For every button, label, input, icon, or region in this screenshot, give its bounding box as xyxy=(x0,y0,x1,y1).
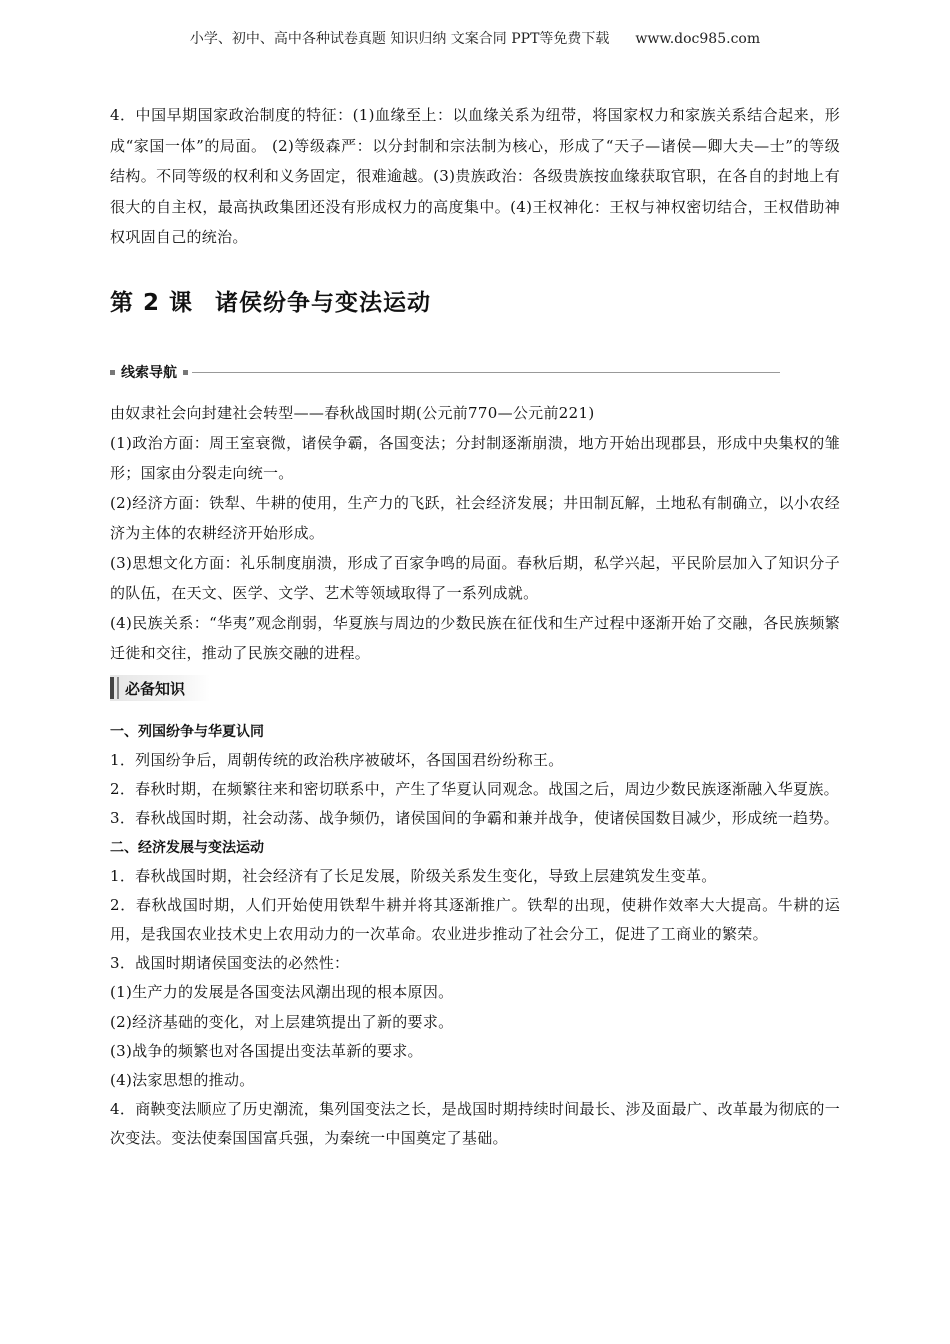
list-item: 4．商鞅变法顺应了历史潮流，集列国变法之长，是战国时期持续时间最长、涉及面最广、改革最为彻底的一次变法。变法使秦国国富兵强，为秦统一中国奠定了基础。 xyxy=(110,1100,840,1148)
essential-knowledge-content xyxy=(110,718,840,1154)
header-text: 小学、初中、高中各种试卷真题 知识归纳 文案合同 PPT等免费下载 xyxy=(189,31,610,47)
list-item: (2)经济基础的变化，对上层建筑提出了新的要求。 xyxy=(110,1012,454,1031)
list-item: 3．春秋战国时期，社会动荡、战争频仍，诸侯国间的争霸和兼并战争，使诸侯国数目减少，形成统一趋势。 xyxy=(110,809,839,828)
intro-section xyxy=(110,100,840,253)
list-item: 2．春秋战国时期，人们开始使用铁犁牛耕并将其逐渐推广。铁犁的出现，使耕作效率大大提高。牛耕的运用，是我国农业技术史上农用动力的一次革命。农业进步推动了社会分工，促进了工商业的繁荣。 xyxy=(110,895,840,944)
header-url[interactable]: www.doc985.com xyxy=(635,31,761,47)
section-bar-icon xyxy=(117,677,119,699)
nav-paragraph: (2)经济方面：铁犁、牛耕的使用，生产力的飞跃，社会经济发展；井田制瓦解，土地私有制确立，以小农经济为主体的农耕经济开始形成。 xyxy=(110,494,840,542)
clue-navigation-content xyxy=(110,398,840,668)
lesson-number: 第 2 课 xyxy=(110,290,194,316)
list-item: 1．列国纷争后，周朝传统的政治秩序被破坏，各国国君纷纷称王。 xyxy=(110,751,564,769)
nav-paragraph: (3)思想文化方面：礼乐制度崩溃，形成了百家争鸣的局面。春秋后期，私学兴起，平民阶层加入了知识分子的队伍，在天文、医学、文学、艺术等领域取得了一系列成就。 xyxy=(110,554,840,602)
section-heading: 一、列国纷争与华夏认同 xyxy=(110,724,264,740)
list-item: 1．春秋战国时期，社会经济有了长足发展，阶级关系发生变化，导致上层建筑发生变革。 xyxy=(110,866,717,885)
lesson-name: 诸侯纷争与变法运动 xyxy=(215,290,432,316)
clue-navigation-header xyxy=(110,362,780,382)
intro-paragraph: 4．中国早期国家政治制度的特征：(1)血缘至上：以血缘关系为纽带，将国家权力和家族关系结合起来，形成“家国一体”的局面。 (2)等级森严：以分封制和宗法制为核心，形成了“天子—诸侯—卿大夫—士”的等级结构。不同等级的权利和义务固定，很难逾越。(3)贵族政治：各级贵族按血缘获取官职，在各自的封地上有很大的自主权，最高执政集团还没有形成权力的高度集中。(4)王权神化：王权与神权密切结合，王权借助神权巩固自己的统治。 xyxy=(110,106,840,246)
lesson-title xyxy=(110,284,431,317)
list-item: (4)法家思想的推动。 xyxy=(110,1071,255,1090)
list-item: 2．春秋时期，在频繁往来和密切联系中，产生了华夏认同观念。战国之后，周边少数民族逐渐融入华夏族。 xyxy=(110,780,839,799)
section-bar-icon xyxy=(110,677,114,699)
page-header xyxy=(0,28,950,48)
section-heading: 二、经济发展与变法运动 xyxy=(110,839,264,856)
list-item: (1)生产力的发展是各国变法风潮出现的根本原因。 xyxy=(110,983,454,1002)
nav-paragraph: (1)政治方面：周王室衰微，诸侯争霸，各国变法；分封制逐渐崩溃，地方开始出现郡县，形成中央集权的雏形；国家由分裂走向统一。 xyxy=(110,434,840,482)
nav-paragraph: 由奴隶社会向封建社会转型——春秋战国时期(公元前770—公元前221) xyxy=(110,404,595,422)
square-bullet-icon xyxy=(110,370,115,375)
essential-knowledge-label: 必备知识 xyxy=(125,679,186,698)
nav-paragraph: (4)民族关系：“华夷”观念削弱，华夏族与周边的少数民族在征伐和生产过程中逐渐开始了交融，各民族频繁迁徙和交往，推动了民族交融的进程。 xyxy=(110,614,840,662)
essential-knowledge-header xyxy=(110,675,210,701)
list-item: (3)战争的频繁也对各国提出变法革新的要求。 xyxy=(110,1041,423,1060)
square-bullet-icon xyxy=(183,370,188,375)
list-item: 3．战国时期诸侯国变法的必然性： xyxy=(110,954,350,973)
clue-navigation-label: 线索导航 xyxy=(121,365,177,381)
divider-line xyxy=(192,372,780,373)
